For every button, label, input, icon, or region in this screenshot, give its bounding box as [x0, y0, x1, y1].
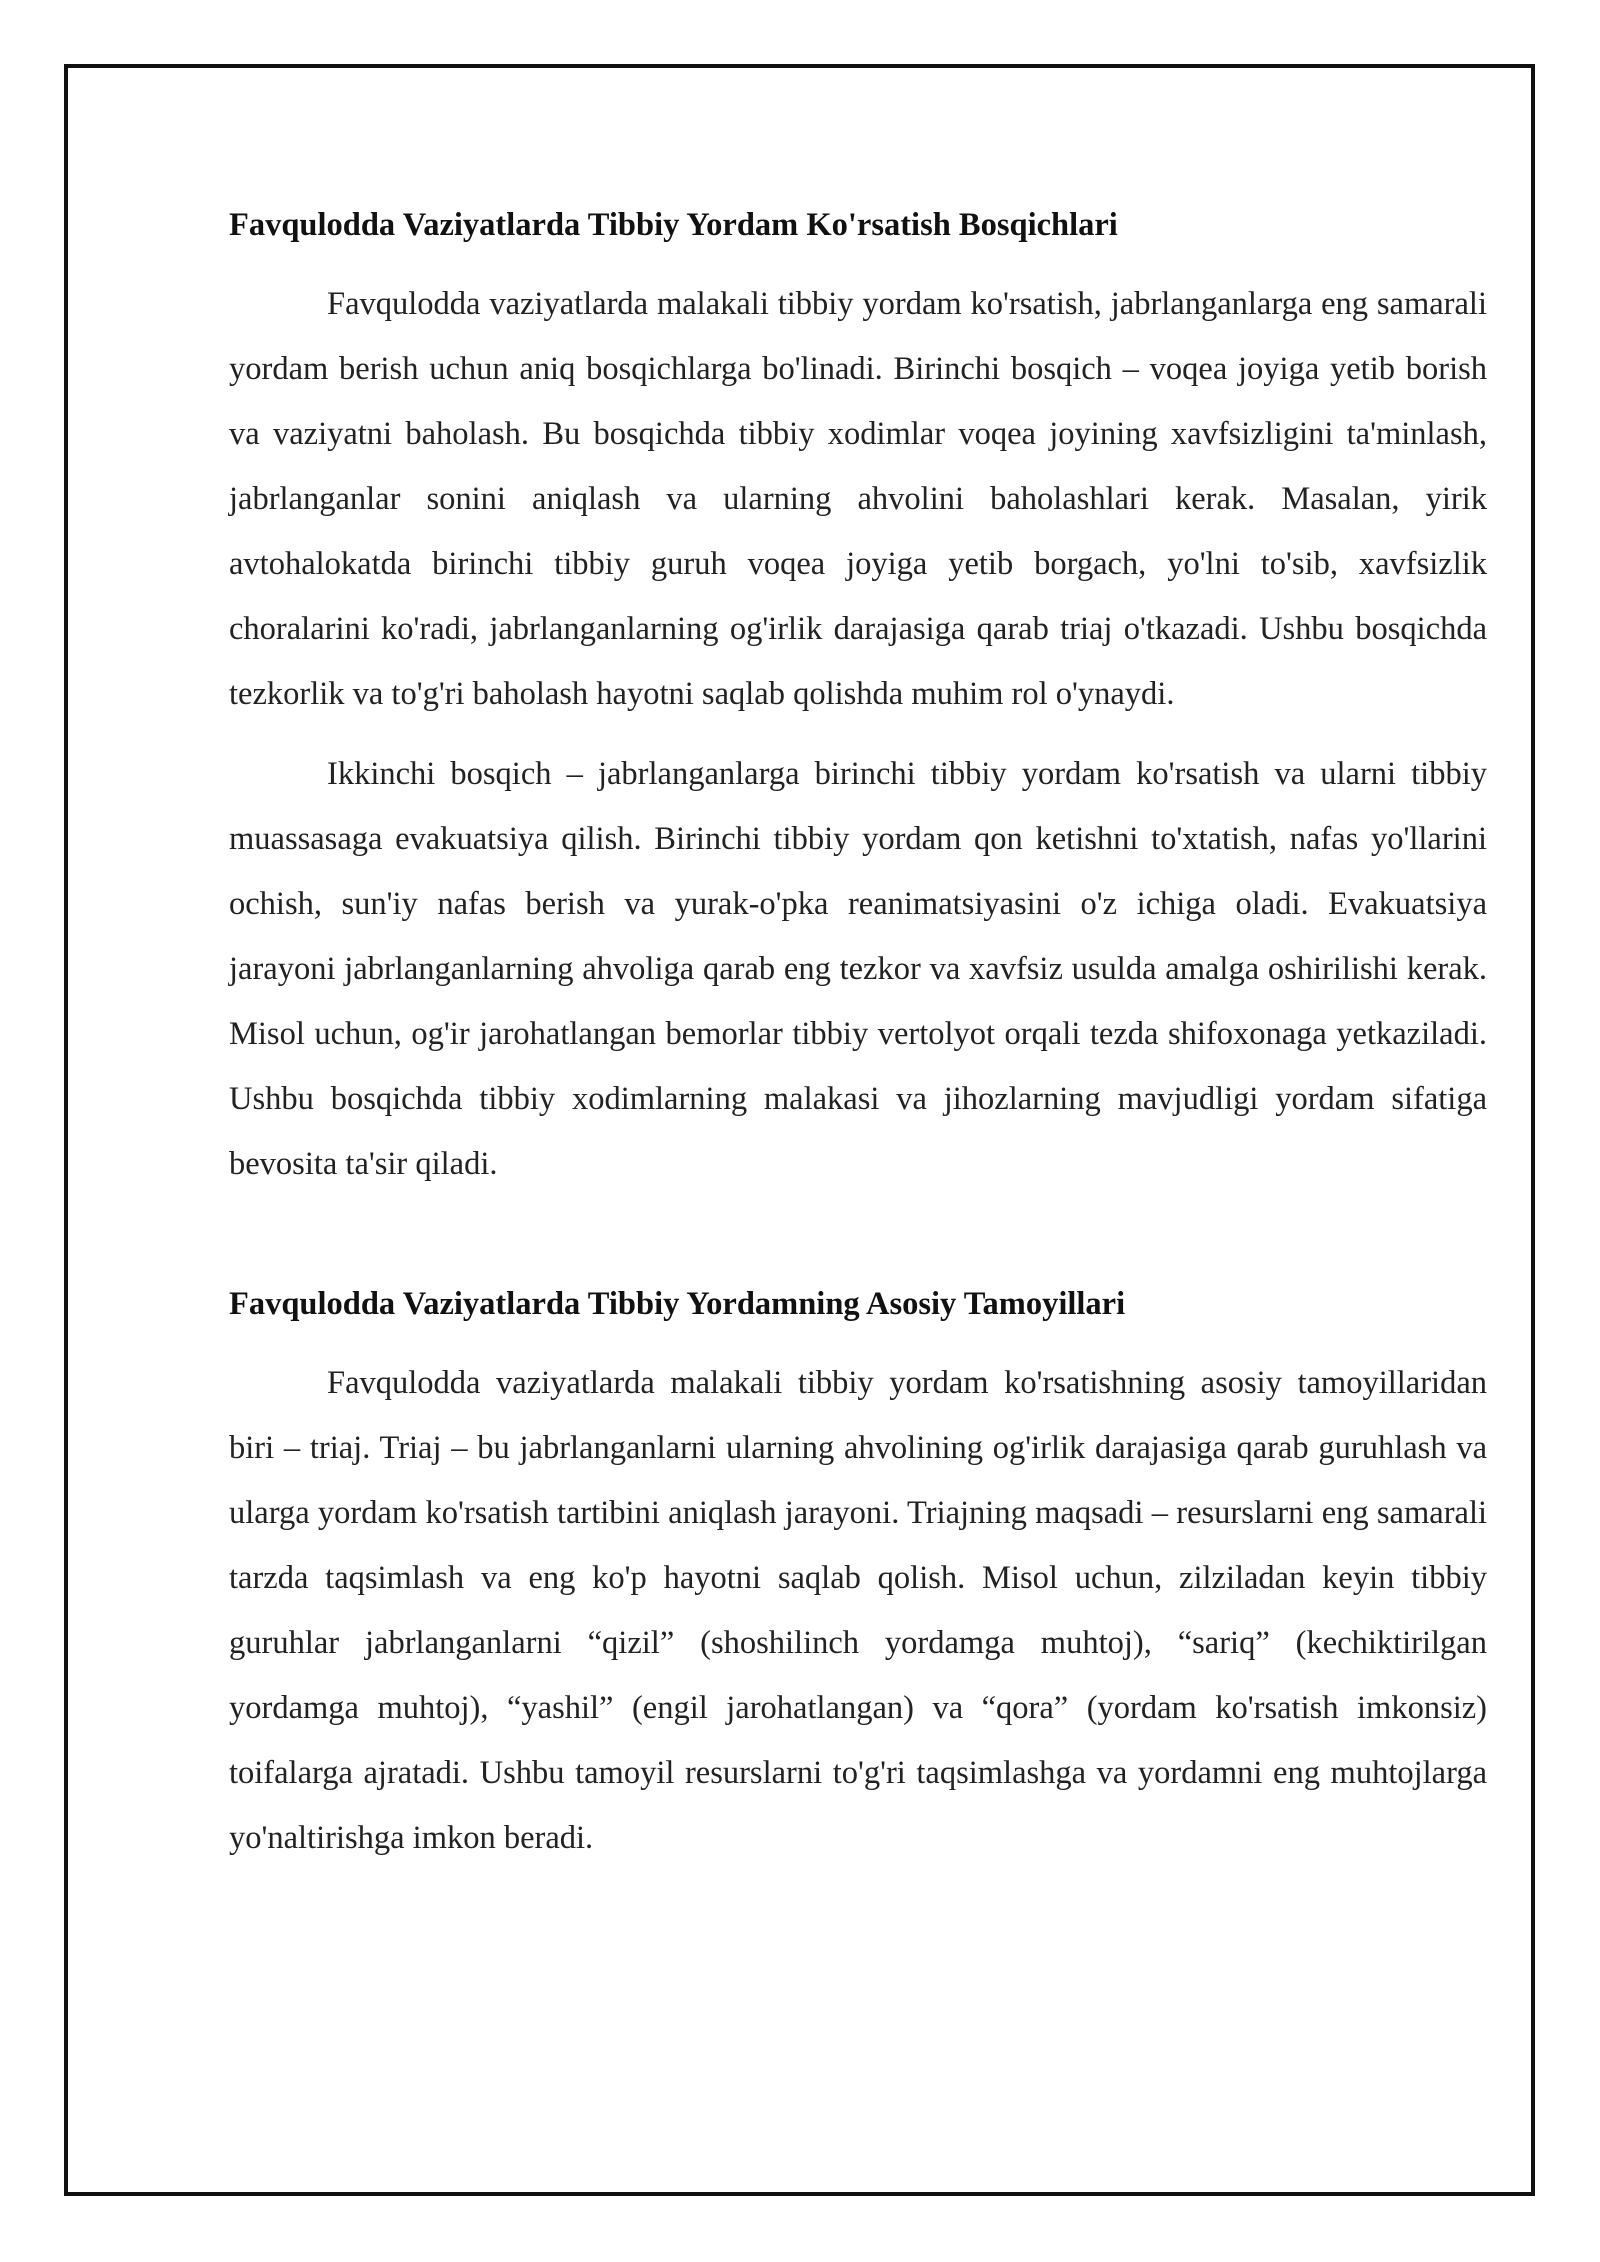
body-paragraph: Favqulodda vaziyatlarda malakali tibbiy yordam ko'rsatishning asosiy tamoyillaridan biri – triaj. Triaj – bu jabrlanganlarni ularning ahvolining og'irlik darajasiga qarab guruhlash va ularga yordam ko'rsatish tartibini aniqlash jarayoni. Triajning maqsadi – resurslarni eng samarali tarzda taqsimlash va eng ko'p hayotni saqlab qolish. Misol uchun, zilziladan keyin tibbiy guruhlar jabrlanganlarni “qizil” (shoshilinch yordamga muhtoj), “sariq” (kechiktirilgan yordamga muhtoj), “yashil” (engil jarohatlangan) va “qora” (yordam ko'rsatish imkonsiz) toifalarga ajratadi. Ushbu tamoyil resurslarni to'g'ri taqsimlashga va yordamni eng muhtojlarga yo'naltirishga imkon beradi. [229, 1365, 1487, 1856]
section-heading: Favqulodda Vaziyatlarda Tibbiy Yordamning Asosiy Tamoyillari [229, 1286, 1126, 1322]
body-paragraph: Favqulodda vaziyatlarda malakali tibbiy yordam ko'rsatish, jabrlanganlarga eng samarali yordam berish uchun aniq bosqichlarga bo'linadi. Birinchi bosqich – voqea joyiga yetib borish va vaziyatni baholash. Bu bosqichda tibbiy xodimlar voqea joyining xavfsizligini ta'minlash, jabrlanganlar sonini aniqlash va ularning ahvolini baholashlari kerak. Masalan, yirik avtohalokatda birinchi tibbiy guruh voqea joyiga yetib borgach, yo'lni to'sib, xavfsizlik choralarini ko'radi, jabrlanganlarning og'irlik darajasiga qarab triaj o'tkazadi. Ushbu bosqichda tezkorlik va to'g'ri baholash hayotni saqlab qolishda muhim rol o'ynaydi. [229, 286, 1487, 712]
section-principles [229, 1275, 1487, 1871]
document-body [229, 196, 1487, 1886]
section-heading: Favqulodda Vaziyatlarda Tibbiy Yordam Ko'rsatish Bosqichlari [229, 207, 1118, 243]
section-stages [229, 196, 1487, 1197]
body-paragraph: Ikkinchi bosqich – jabrlanganlarga birinchi tibbiy yordam ko'rsatish va ularni tibbiy muassasaga evakuatsiya qilish. Birinchi tibbiy yordam qon ketishni to'xtatish, nafas yo'llarini ochish, sun'iy nafas berish va yurak-o'pka reanimatsiyasini o'z ichiga oladi. Evakuatsiya jarayoni jabrlanganlarning ahvoliga qarab eng tezkor va xavfsiz usulda amalga oshirilishi kerak. Misol uchun, og'ir jarohatlangan bemorlar tibbiy vertolyot orqali tezda shifoxonaga yetkaziladi. Ushbu bosqichda tibbiy xodimlarning malakasi va jihozlarning mavjudligi yordam sifatiga bevosita ta'sir qiladi. [229, 756, 1487, 1182]
